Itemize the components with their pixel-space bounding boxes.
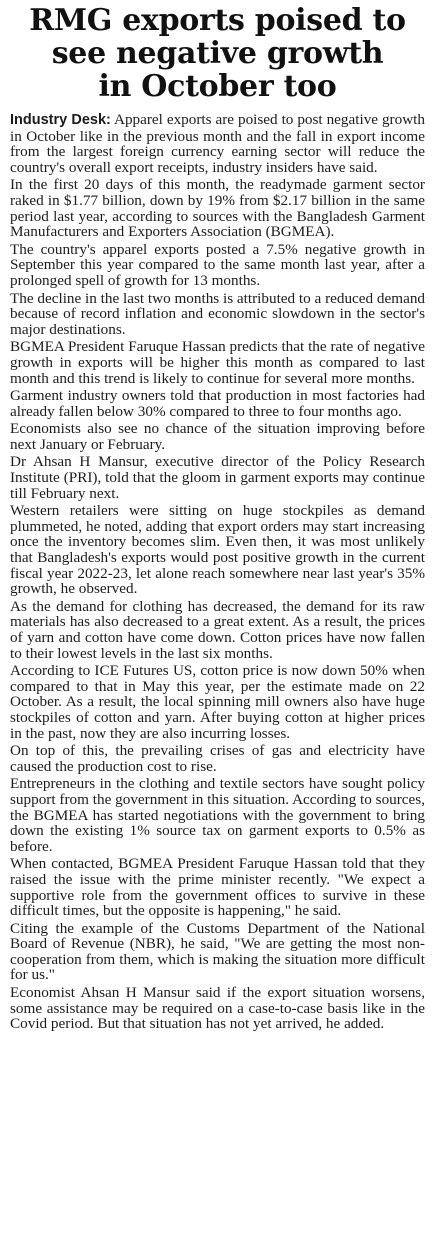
article-paragraph: On top of this, the prevailing crises of gas and electricity have caused the production cost to rise. bbox=[10, 742, 425, 775]
article-paragraph: Garment industry owners told that production in most factories had already fallen below 30% compared to three to four months ago. bbox=[10, 387, 425, 420]
article-paragraph: The country's apparel exports posted a 7.5% negative growth in September this year compared to the same month last year, after a prolonged spell of growth for 13 months. bbox=[10, 240, 425, 289]
article-paragraph: Western retailers were sitting on huge stockpiles as demand plummeted, he noted, adding that export orders may start increasing once the inventory becomes slim. Even then, it was most unlikely that Bangladesh's exports would post positive growth in the current fiscal year 2022-23, let alone reach somewhere near last year's 35% growth, he observed. bbox=[10, 502, 425, 598]
article-paragraph: BGMEA President Faruque Hassan predicts that the rate of negative growth in exports will be higher this month as compared to last month and this trend is likely to continue for several more months. bbox=[10, 338, 425, 387]
article-body bbox=[4, 112, 431, 1032]
headline-line: RMG exports poised to bbox=[29, 3, 406, 38]
article-paragraph: According to ICE Futures US, cotton price is now down 50% when compared to that in May this year, per the estimate made on 22 October. As a result, the local spinning mill owners also have huge stockpiles of cotton and yarn. After buying cotton at higher prices in the past, now they are also incurring losses. bbox=[10, 662, 425, 742]
byline: Industry Desk: bbox=[10, 112, 111, 128]
article-paragraph: As the demand for clothing has decreased, the demand for its raw materials has also decreased to a great extent. As a result, the prices of yarn and cotton have come down. Cotton prices have now fallen to their lowest levels in the last six months. bbox=[10, 597, 425, 662]
headline-line: see negative growth bbox=[51, 36, 384, 71]
paragraph-text: Apparel exports are poised to post negative growth in October like in the previous month and the fall in export income from the largest foreign currency earning sector will reduce the country's overall export receipts, industry insiders have said. bbox=[10, 111, 425, 176]
article-paragraph: When contacted, BGMEA President Faruque Hassan told that they raised the issue with the prime minister recently. "We expect a supportive role from the government offices to survive in these difficult times, but the opposite is happening," he said. bbox=[10, 855, 425, 920]
article-paragraph bbox=[4, 112, 431, 175]
article-paragraph: Economist Ahsan H Mansur said if the export situation worsens, some assistance may be required on a case-to-case basis like in the Covid period. But that situation has not yet arrived, he added. bbox=[10, 984, 425, 1033]
headline bbox=[4, 4, 431, 103]
article-paragraph: In the first 20 days of this month, the readymade garment sector raked in $1.77 billion, down by 19% from $2.17 billion in the same period last year, according to sources with the Bangladesh Garment Manufacturers and Exporters Association (BGMEA). bbox=[10, 176, 425, 241]
article-paragraph: Citing the example of the Customs Department of the National Board of Revenue (NBR), he said, "We are getting the most non-cooperation from them, which is making the situation more difficult for us." bbox=[10, 919, 425, 984]
article-paragraph: The decline in the last two months is attributed to a reduced demand because of record inflation and economic slowdown in the sector's major destinations. bbox=[10, 289, 426, 338]
headline-line: in October too bbox=[98, 69, 337, 104]
article-paragraph: Dr Ahsan H Mansur, executive director of the Policy Research Institute (PRI), told that the gloom in garment exports may continue till February next. bbox=[10, 453, 425, 502]
article-paragraph: Economists also see no chance of the situation improving before next January or February. bbox=[10, 420, 425, 453]
news-article bbox=[0, 4, 435, 1254]
article-paragraph: Entrepreneurs in the clothing and textile sectors have sought policy support from the government in this situation. According to sources, the BGMEA has started negotiations with the government to bring down the existing 1% source tax on garment exports to 0.5% as before. bbox=[10, 775, 425, 855]
